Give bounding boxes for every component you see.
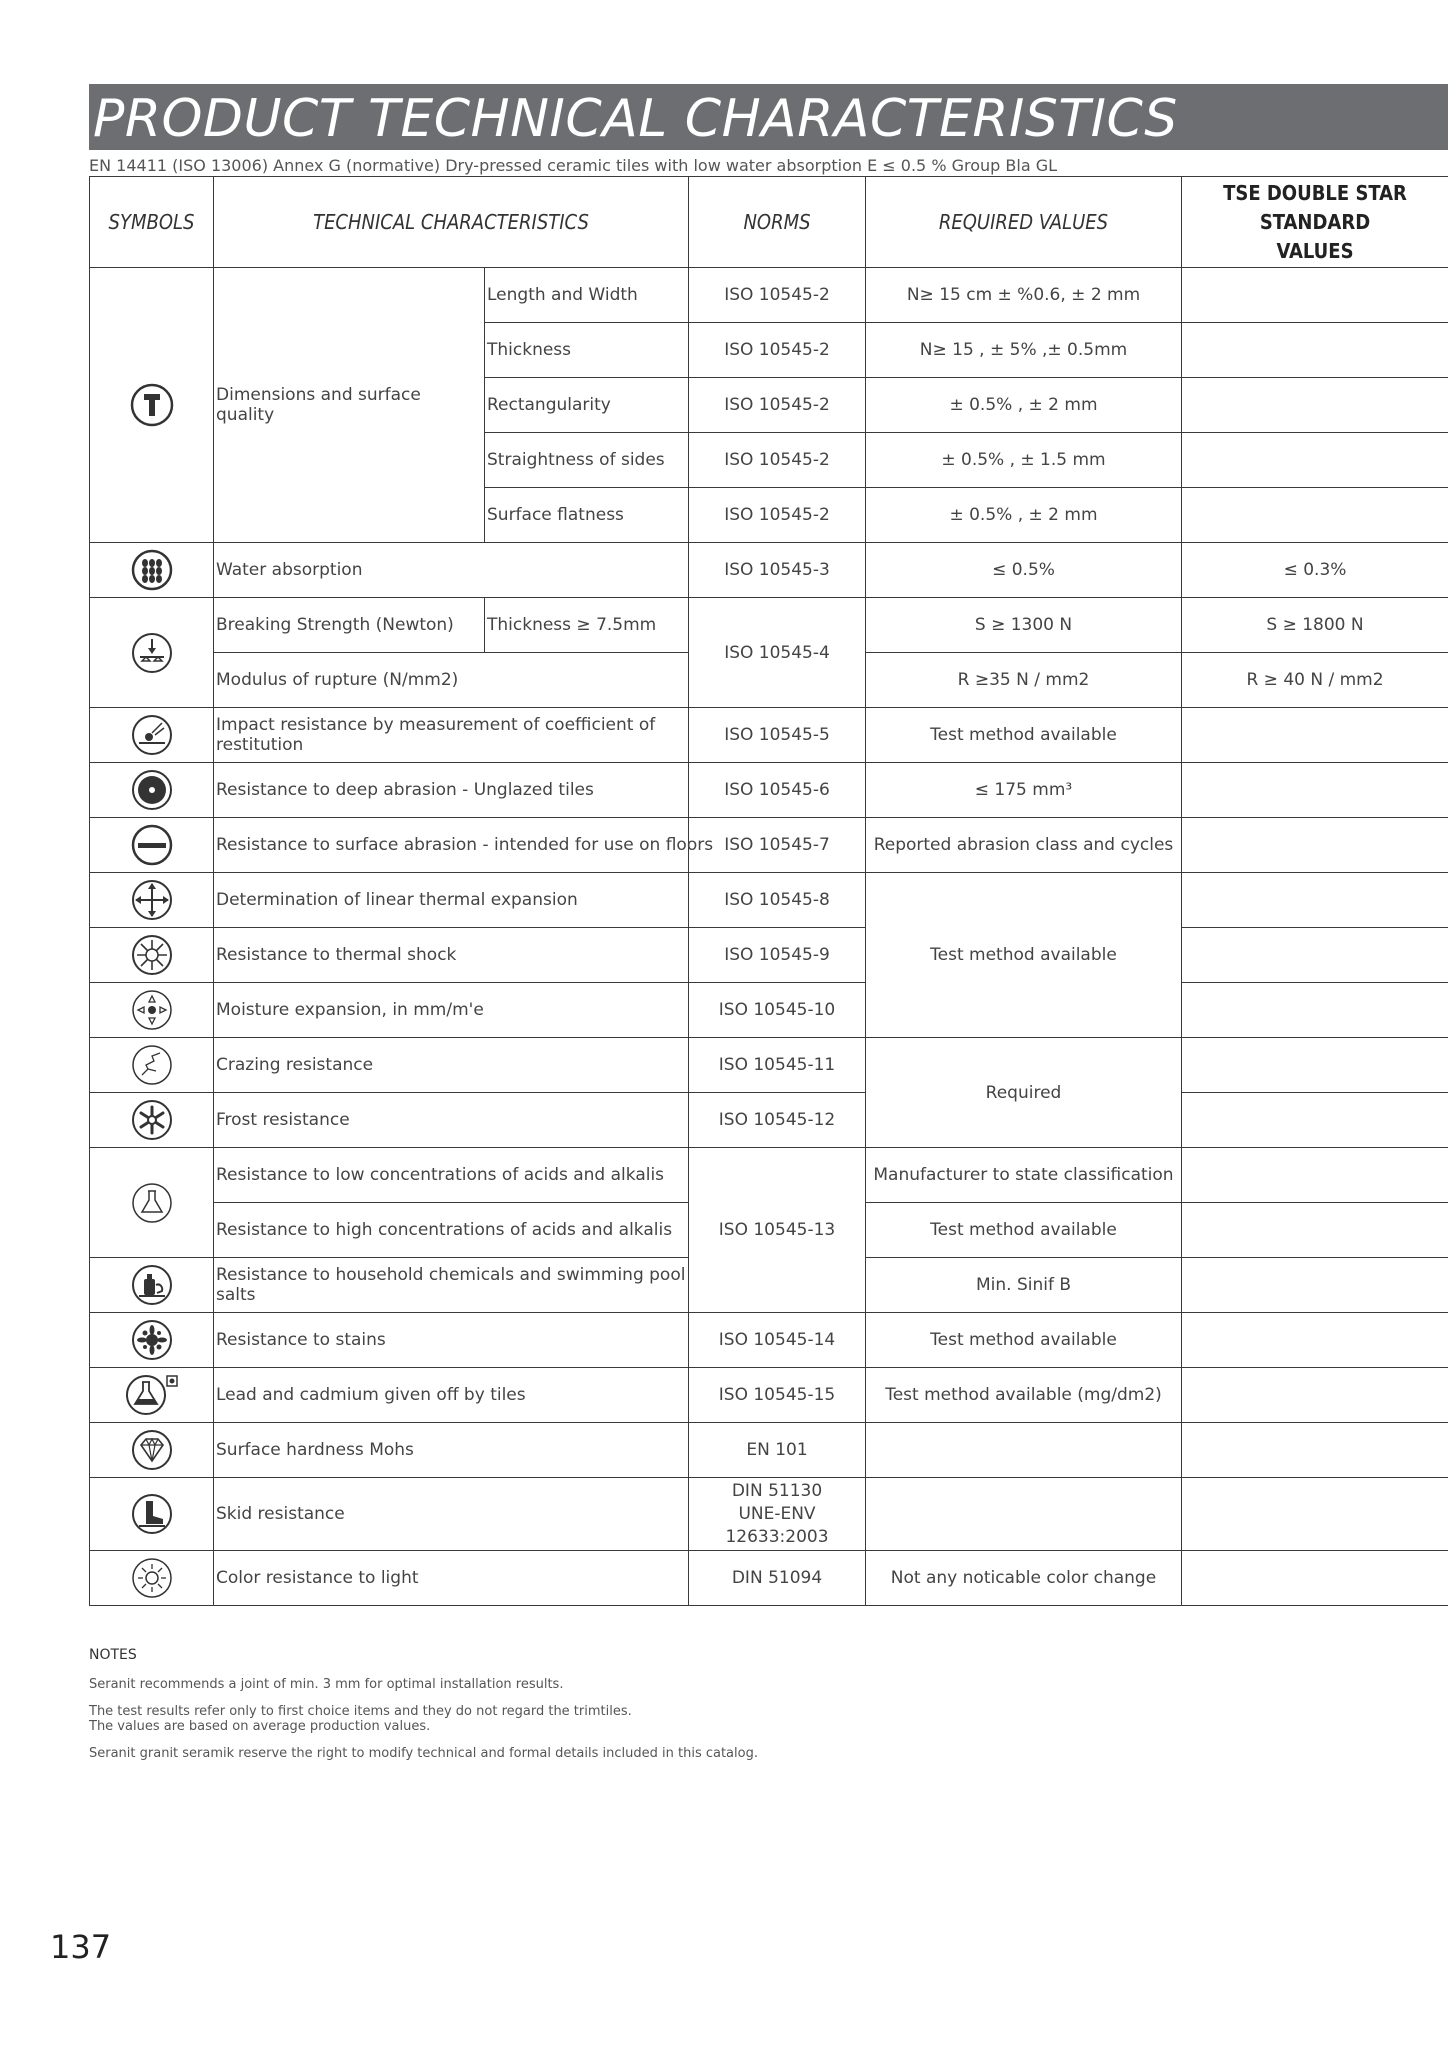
characteristic-label: Determination of linear thermal expansion <box>214 873 689 928</box>
tse-value <box>1182 708 1448 763</box>
tse-value: S ≥ 1800 N <box>1182 598 1448 653</box>
norm: ISO 10545-3 <box>689 543 866 598</box>
sub-characteristic: Surface flatness <box>485 488 689 543</box>
caliper-icon <box>129 382 175 428</box>
tse-value: R ≥ 40 N / mm2 <box>1182 653 1448 708</box>
characteristic-label: Resistance to stains <box>214 1313 689 1368</box>
tse-value <box>1182 928 1448 983</box>
required-value: Reported abrasion class and cycles <box>866 818 1182 873</box>
characteristic-label: Color resistance to light <box>214 1551 689 1606</box>
norm <box>689 1478 866 1551</box>
characteristic-label: Skid resistance <box>214 1478 689 1551</box>
symbol-cell <box>90 1478 214 1551</box>
symbol-cell <box>90 543 214 598</box>
technical-characteristics-table <box>89 176 1448 1606</box>
required-value: Test method available <box>866 1313 1182 1368</box>
required-value: Manufacturer to state classification <box>866 1148 1182 1203</box>
required-value: ± 0.5% , ± 1.5 mm <box>866 433 1182 488</box>
symbol-cell <box>90 818 214 873</box>
characteristic-label: Resistance to deep abrasion - Unglazed tiles <box>214 763 689 818</box>
tse-value <box>1182 1313 1448 1368</box>
norm: ISO 10545-7 <box>689 818 866 873</box>
symbol-cell <box>90 928 214 983</box>
sub-characteristic: Rectangularity <box>485 378 689 433</box>
header-row <box>90 177 1448 268</box>
characteristic-label: Resistance to high concentrations of acids and alkalis <box>214 1203 689 1258</box>
note <box>89 1704 989 1734</box>
required-value: Required <box>866 1038 1182 1148</box>
tse-value <box>1182 1368 1448 1423</box>
tse-value <box>1182 323 1448 378</box>
sub-characteristic: Straightness of sides <box>485 433 689 488</box>
norm: ISO 10545-15 <box>689 1368 866 1423</box>
tse-value <box>1182 378 1448 433</box>
required-value: N≥ 15 , ± 5% ,± 0.5mm <box>866 323 1182 378</box>
tse-value <box>1182 1148 1448 1203</box>
symbol-cell <box>90 873 214 928</box>
table-row <box>90 708 1448 763</box>
norm: ISO 10545-12 <box>689 1093 866 1148</box>
surface-abrasion-icon <box>130 823 174 867</box>
characteristic-label: Frost resistance <box>214 1093 689 1148</box>
table-row <box>90 928 1448 983</box>
lead-cadmium-icon <box>124 1373 180 1417</box>
norm: ISO 10545-2 <box>689 433 866 488</box>
required-value: Min. Sinif B <box>866 1258 1182 1313</box>
characteristic-label: Resistance to surface abrasion - intended for use on floors <box>214 818 689 873</box>
thermal-expansion-icon <box>130 878 174 922</box>
required-value <box>866 1478 1182 1551</box>
norm: ISO 10545-11 <box>689 1038 866 1093</box>
norm: ISO 10545-6 <box>689 763 866 818</box>
notes-heading: NOTES <box>89 1647 137 1663</box>
header-norms: NORMS <box>689 177 866 268</box>
norm-line: UNE-ENV <box>738 1503 816 1524</box>
header-required: REQUIRED VALUES <box>866 177 1182 268</box>
symbol-cell <box>90 598 214 708</box>
required-value: ± 0.5% , ± 2 mm <box>866 378 1182 433</box>
norm: EN 101 <box>689 1423 866 1478</box>
symbol-cell <box>90 1368 214 1423</box>
table-row <box>90 983 1448 1038</box>
note: Seranit granit seramik reserve the right to modify technical and formal details included in this catalog. <box>89 1746 758 1761</box>
header-symbols: SYMBOLS <box>90 177 214 268</box>
table-row <box>90 1551 1448 1606</box>
crazing-icon <box>130 1043 174 1087</box>
title-bar <box>89 84 1448 150</box>
tse-value <box>1182 1203 1448 1258</box>
note: Seranit recommends a joint of min. 3 mm for optimal installation results. <box>89 1677 564 1692</box>
symbol-cell <box>90 983 214 1038</box>
header-technical: TECHNICAL CHARACTERISTICS <box>214 177 689 268</box>
table-row <box>90 818 1448 873</box>
characteristic-label: Resistance to low concentrations of acids and alkalis <box>214 1148 689 1203</box>
norm: ISO 10545-2 <box>689 378 866 433</box>
tse-value <box>1182 1258 1448 1313</box>
impact-icon <box>130 713 174 757</box>
characteristic-label: Crazing resistance <box>214 1038 689 1093</box>
page-number: 137 <box>50 1928 112 1966</box>
sub-characteristic: Thickness ≥ 7.5mm <box>485 598 689 653</box>
tse-value <box>1182 488 1448 543</box>
tse-value <box>1182 1093 1448 1148</box>
table-row <box>90 543 1448 598</box>
characteristic-label: Lead and cadmium given off by tiles <box>214 1368 689 1423</box>
tse-value <box>1182 1423 1448 1478</box>
breaking-strength-icon <box>130 631 174 675</box>
water-drops-icon <box>130 548 174 592</box>
diamond-icon <box>130 1428 174 1472</box>
tse-value: ≤ 0.3% <box>1182 543 1448 598</box>
boot-icon <box>130 1492 174 1536</box>
required-value: R ≥35 N / mm2 <box>866 653 1182 708</box>
norm: ISO 10545-2 <box>689 323 866 378</box>
norm: DIN 51094 <box>689 1551 866 1606</box>
table-row <box>90 873 1448 928</box>
characteristic-label: Modulus of rupture (N/mm2) <box>214 653 689 708</box>
table-row <box>90 1423 1448 1478</box>
table-row <box>90 268 1448 323</box>
notes-section <box>89 1647 989 1773</box>
norm-line: DIN 51130 <box>731 1480 823 1501</box>
norm: ISO 10545-2 <box>689 488 866 543</box>
thermal-shock-icon <box>130 933 174 977</box>
tse-value <box>1182 873 1448 928</box>
tse-value <box>1182 433 1448 488</box>
norm: ISO 10545-2 <box>689 268 866 323</box>
symbol-cell <box>90 1551 214 1606</box>
tse-value <box>1182 268 1448 323</box>
symbol-cell <box>90 708 214 763</box>
norm-line: 12633:2003 <box>725 1526 829 1547</box>
norm: ISO 10545-4 <box>689 598 866 708</box>
characteristic-label: Moisture expansion, in mm/m'e <box>214 983 689 1038</box>
tse-value <box>1182 818 1448 873</box>
table-row <box>90 1038 1448 1093</box>
characteristic-label: Resistance to thermal shock <box>214 928 689 983</box>
symbol-cell <box>90 763 214 818</box>
note-line: The values are based on average production values. <box>89 1719 431 1734</box>
page-title: PRODUCT TECHNICAL CHARACTERISTICS <box>93 89 1178 149</box>
table-row <box>90 1368 1448 1423</box>
required-value: S ≥ 1300 N <box>866 598 1182 653</box>
table-row <box>90 1093 1448 1148</box>
header-tse-line3: VALUES <box>1276 238 1354 263</box>
characteristic-label: Resistance to household chemicals and swimming pool salts <box>214 1258 689 1313</box>
required-value: Test method available <box>866 708 1182 763</box>
sub-characteristic: Length and Width <box>485 268 689 323</box>
dimensions-label: Dimensions and surface quality <box>214 268 485 543</box>
required-value: ≤ 0.5% <box>866 543 1182 598</box>
required-value <box>866 1423 1182 1478</box>
norm: ISO 10545-14 <box>689 1313 866 1368</box>
tse-value <box>1182 1551 1448 1606</box>
required-value: ± 0.5% , ± 2 mm <box>866 488 1182 543</box>
header-tse <box>1182 177 1448 268</box>
moisture-expansion-icon <box>130 988 174 1032</box>
stain-icon <box>130 1318 174 1362</box>
note-line: The test results refer only to first choice items and they do not regard the trimtiles. <box>89 1704 632 1719</box>
table-row <box>90 1478 1448 1551</box>
required-value: Test method available <box>866 1203 1182 1258</box>
required-value: Test method available <box>866 873 1182 1038</box>
characteristic-label: Impact resistance by measurement of coefficient of restitution <box>214 708 689 763</box>
flask-icon <box>130 1181 174 1225</box>
symbol-cell <box>90 1093 214 1148</box>
symbol-cell <box>90 268 214 543</box>
header-tse-line1: TSE DOUBLE STAR <box>1223 180 1407 205</box>
symbol-cell <box>90 1423 214 1478</box>
symbol-cell <box>90 1258 214 1313</box>
sub-characteristic: Thickness <box>485 323 689 378</box>
deep-abrasion-icon <box>130 768 174 812</box>
tse-value <box>1182 1478 1448 1551</box>
symbol-cell <box>90 1038 214 1093</box>
household-chemicals-icon <box>130 1263 174 1307</box>
characteristic-label: Surface hardness Mohs <box>214 1423 689 1478</box>
tse-value <box>1182 983 1448 1038</box>
tse-value <box>1182 763 1448 818</box>
characteristic-label: Water absorption <box>214 543 689 598</box>
required-value: Test method available (mg/dm2) <box>866 1368 1182 1423</box>
sun-icon <box>130 1556 174 1600</box>
symbol-cell <box>90 1148 214 1258</box>
tse-value <box>1182 1038 1448 1093</box>
snowflake-icon <box>130 1098 174 1142</box>
norm: ISO 10545-5 <box>689 708 866 763</box>
required-value: ≤ 175 mm³ <box>866 763 1182 818</box>
required-value: Not any noticable color change <box>866 1551 1182 1606</box>
table-row <box>90 763 1448 818</box>
table-row <box>90 1148 1448 1203</box>
table-row <box>90 1313 1448 1368</box>
required-value: N≥ 15 cm ± %0.6, ± 2 mm <box>866 268 1182 323</box>
norm: ISO 10545-13 <box>689 1148 866 1313</box>
characteristic-label: Breaking Strength (Newton) <box>214 598 485 653</box>
table-row <box>90 598 1448 653</box>
symbol-cell <box>90 1313 214 1368</box>
standard-subtitle: EN 14411 (ISO 13006) Annex G (normative) Dry-pressed ceramic tiles with low water absorption E ≤ 0.5 % Group Bla GL <box>89 156 1448 177</box>
norm: ISO 10545-8 <box>689 873 866 928</box>
header-tse-line2: STANDARD <box>1259 209 1371 234</box>
norm: ISO 10545-10 <box>689 983 866 1038</box>
norm: ISO 10545-9 <box>689 928 866 983</box>
